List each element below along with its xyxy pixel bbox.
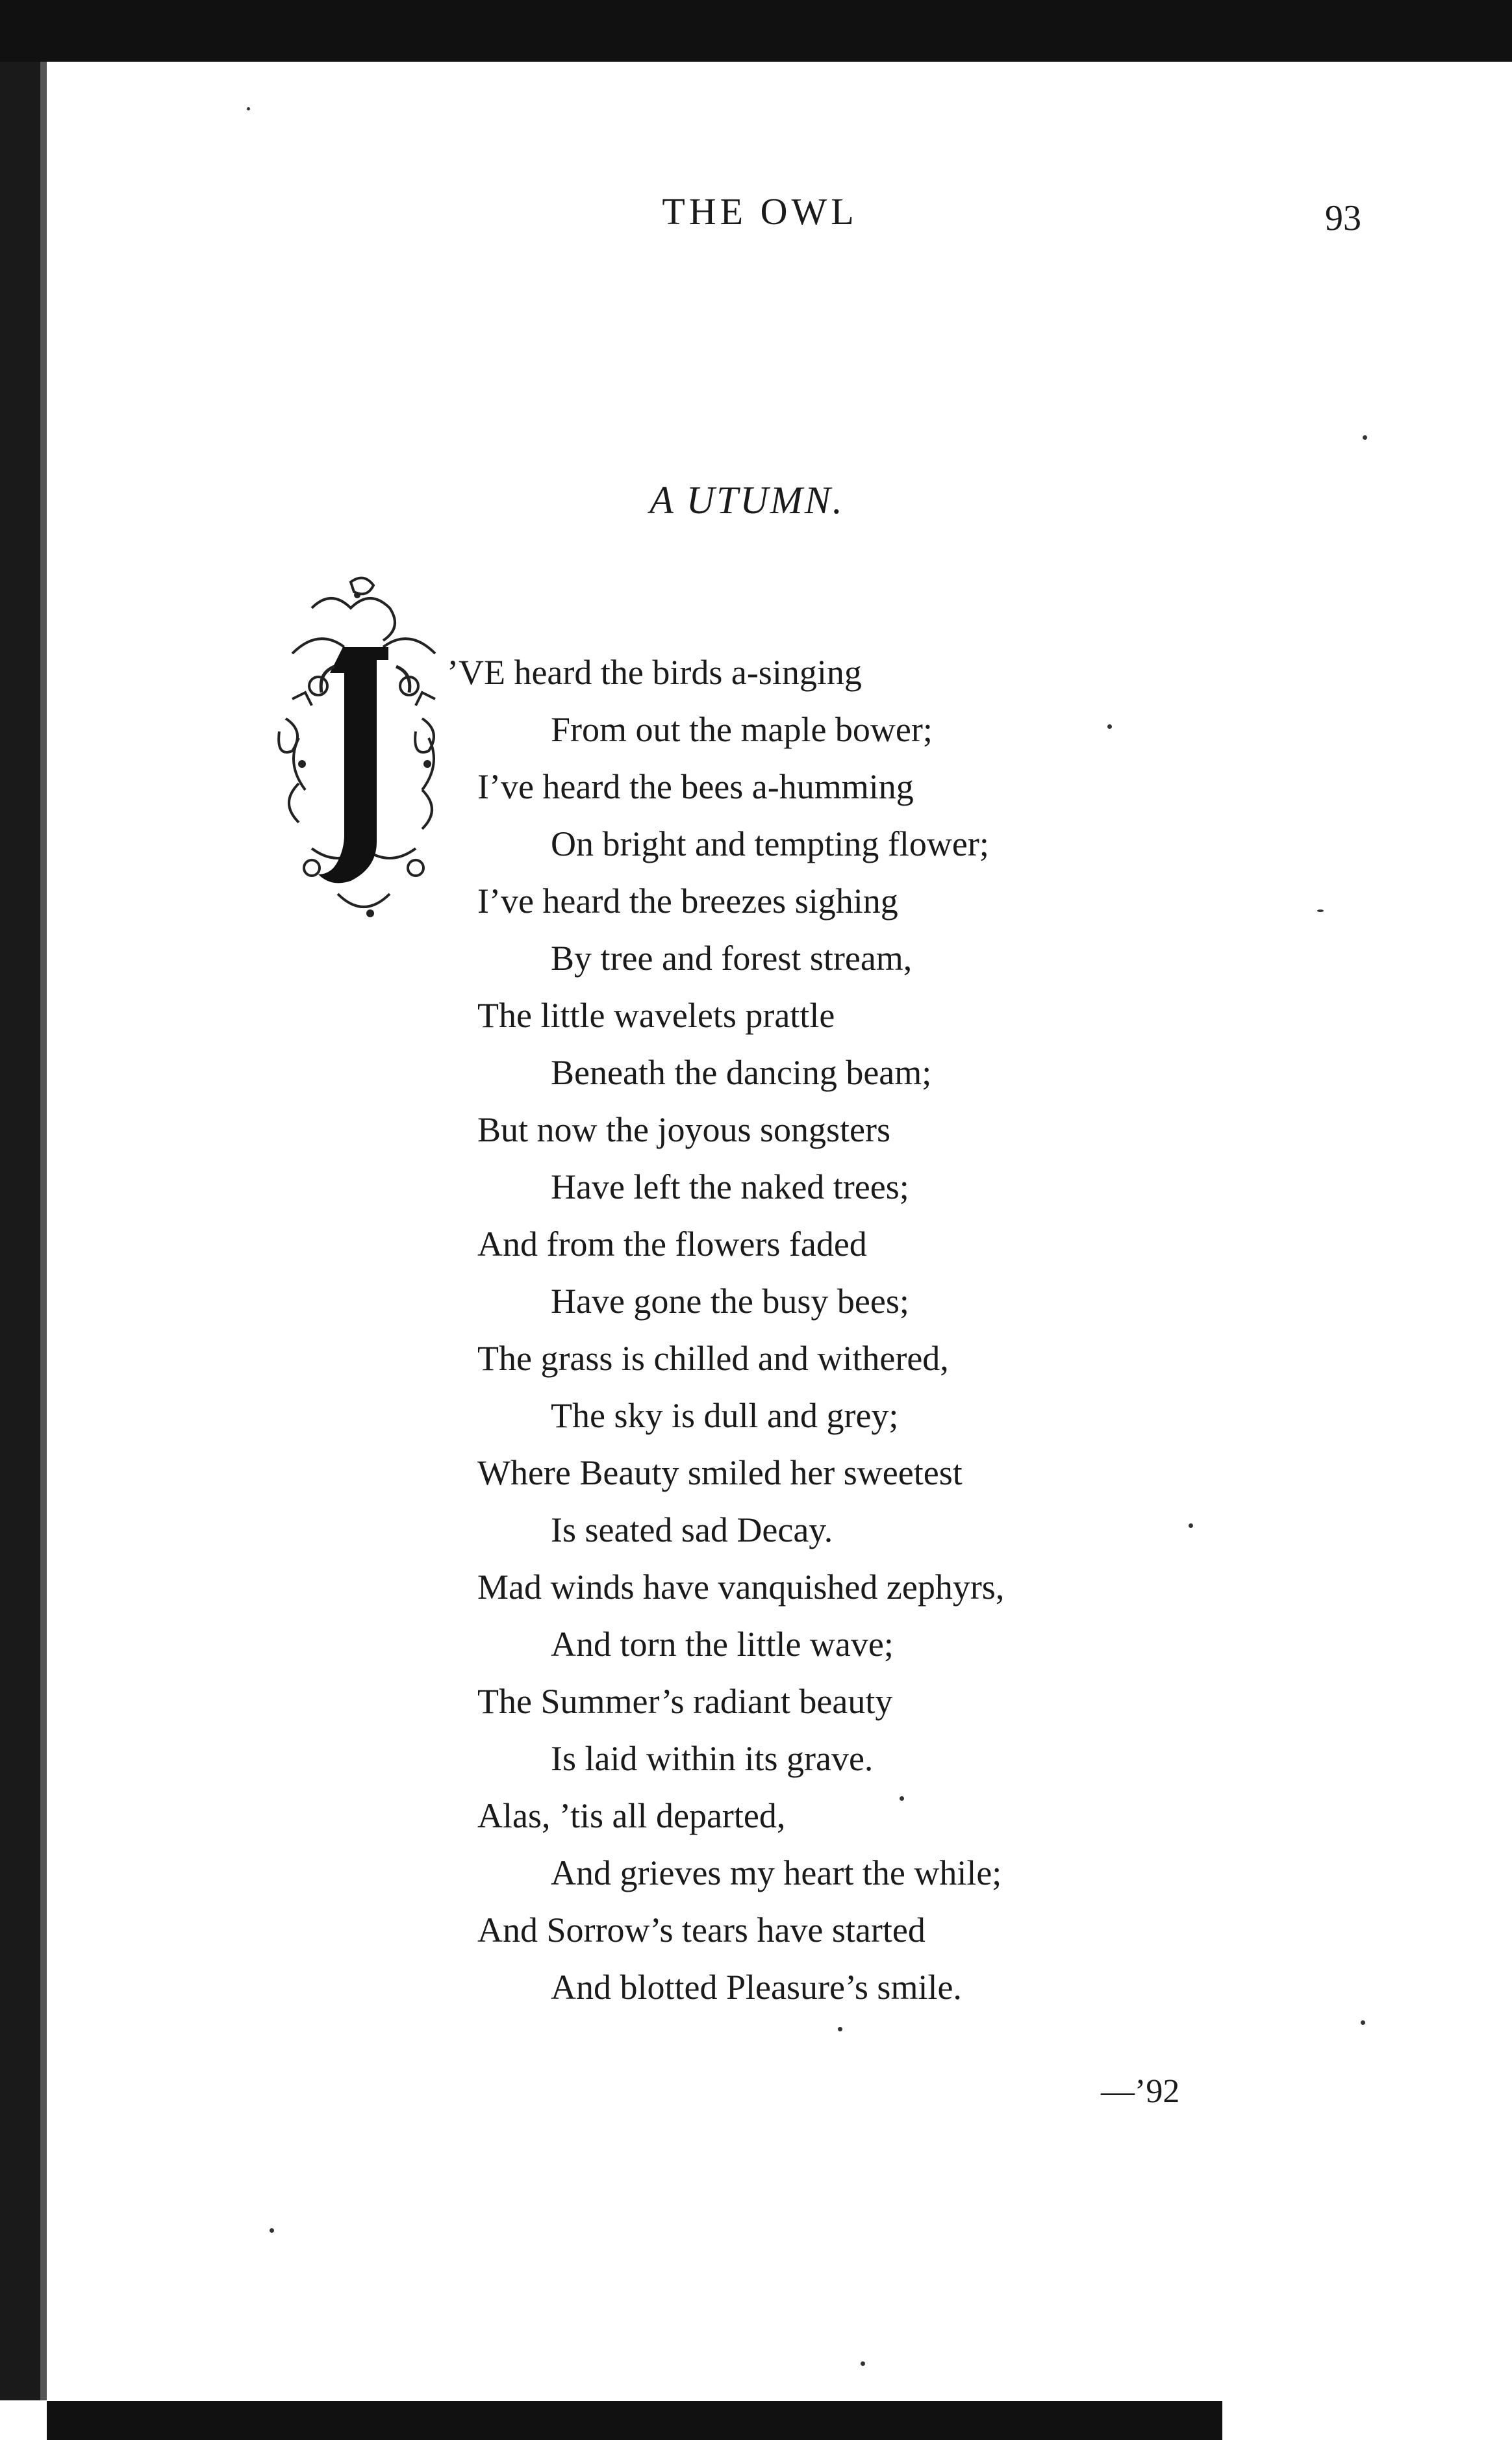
scan-speck [1361, 2020, 1365, 2025]
poem-line: On bright and tempting flower; [551, 824, 989, 863]
poem-line: And grieves my heart the while; [551, 1853, 1002, 1892]
page-number: 93 [1325, 198, 1361, 238]
scan-speck [900, 1796, 904, 1801]
poem-line: Alas, ’tis all departed, [477, 1796, 786, 1835]
running-head: THE OWL [662, 190, 858, 233]
scan-speck [838, 2027, 842, 2031]
poem-line: Have gone the busy bees; [551, 1282, 909, 1321]
scan-speck [270, 2228, 274, 2233]
scan-speck [861, 2361, 865, 2366]
poem-line: I’ve heard the bees a-humming [477, 767, 914, 806]
poem-line: And from the flowers faded [477, 1225, 867, 1264]
scan-speck [1317, 909, 1324, 912]
scan-speck [1189, 1523, 1193, 1528]
poem-line: Mad winds have vanquished zephyrs, [477, 1568, 1005, 1607]
scan-speck [247, 107, 250, 110]
poem-line: ’VE heard the birds a-singing [447, 653, 862, 692]
scan-speck [1107, 724, 1112, 729]
poem-line: Is seated sad Decay. [551, 1510, 833, 1549]
poem-line: The sky is dull and grey; [551, 1396, 899, 1435]
poem-line: Where Beauty smiled her sweetest [477, 1453, 963, 1492]
poem-line: The little wavelets prattle [477, 996, 835, 1035]
poem-line: Beneath the dancing beam; [551, 1053, 932, 1092]
poem-title: A UTUMN. [649, 479, 844, 522]
poem-line: The grass is chilled and withered, [477, 1339, 949, 1378]
poem-line: From out the maple bower; [551, 710, 933, 749]
poem-line: Have left the naked trees; [551, 1167, 909, 1206]
poem-line: And Sorrow’s tears have started [477, 1911, 926, 1950]
scan-speck [1363, 435, 1367, 440]
poem-line: By tree and forest stream, [551, 939, 913, 978]
poem-line: And torn the little wave; [551, 1625, 894, 1664]
poem-line: But now the joyous songsters [477, 1110, 891, 1149]
poem-line: And blotted Pleasure’s smile. [551, 1968, 962, 2007]
poem-line: Is laid within its grave. [551, 1739, 874, 1778]
poem-line: The Summer’s radiant beauty [477, 1682, 893, 1721]
poem-line: I’ve heard the breezes sighing [477, 882, 898, 921]
date-signature: —’92 [1101, 2073, 1180, 2110]
